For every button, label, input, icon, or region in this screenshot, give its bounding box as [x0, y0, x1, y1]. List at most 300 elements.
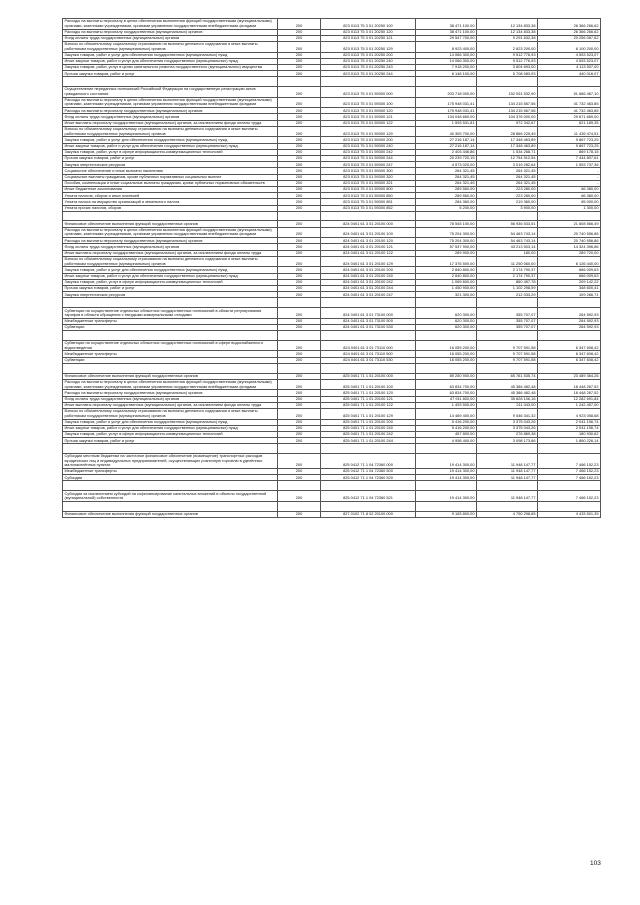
row-code: 200	[278, 256, 321, 267]
row-name: Финансовое обеспечение выполнения функций государственных органов	[63, 221, 278, 227]
row-executed-amount: 45 386 482,48	[477, 379, 538, 390]
section-spacer	[63, 331, 601, 341]
row-code: 200	[278, 120, 321, 126]
row-name: Прочая закупка товаров, работ и услуг	[63, 285, 278, 291]
row-budget-code: 825 0401 71 1 01 20100 122	[321, 402, 416, 408]
row-approved-amount: 4 573 020,00	[416, 162, 477, 168]
row-approved-amount: 40 305 700,00	[416, 126, 477, 137]
spacer-cell	[321, 363, 416, 373]
row-name: Расходы на выплаты персоналу в целях обеспечения выполнения функций государственными (муниципальными) органами, казенными учреждениями, органами управления государственными внебюджетными фондами	[63, 227, 278, 238]
row-name: Прочая закупка товаров, работ и услуг	[63, 71, 278, 77]
spacer-cell	[477, 501, 538, 511]
row-name: Взносы по обязательному социальному страхованию на выплаты денежного содержания и иные выплаты работникам государственных (муниципальных) органов	[63, 41, 278, 52]
spacer-cell	[321, 444, 416, 454]
row-unexecuted-amount: 109 266,71	[538, 292, 601, 298]
spacer-cell	[63, 211, 278, 221]
row-code: 200	[278, 205, 321, 211]
row-unexecuted-amount: 1 860 226,14	[538, 438, 601, 444]
row-code: 200	[278, 64, 321, 70]
spacer-cell	[477, 298, 538, 308]
row-unexecuted-amount: 26 366 266,62	[538, 19, 601, 30]
row-executed-amount: 223 280,00	[477, 186, 538, 192]
spacer-cell	[63, 444, 278, 454]
spacer-cell	[321, 77, 416, 87]
row-code: 200	[278, 318, 321, 324]
row-executed-amount: 54 463 743,14	[477, 238, 538, 244]
row-approved-amount: 78 545 100,00	[416, 221, 477, 227]
row-executed-amount: 35 628 106,16	[477, 396, 538, 402]
row-approved-amount: 5 416 200,00	[416, 419, 477, 425]
row-budget-code: 823 0113 75 3 01 59300 121	[321, 114, 416, 120]
row-approved-amount: 20 239 720,15	[416, 156, 477, 162]
table-row	[63, 256, 601, 267]
spacer-cell	[538, 331, 601, 341]
row-code: 200	[278, 244, 321, 250]
row-approved-amount: 264 321,45	[416, 168, 477, 174]
row-approved-amount: 47 911 800,00	[416, 396, 477, 402]
row-name: Расходы на выплаты персоналу государственных (муниципальных) органов	[63, 390, 278, 396]
spacer-cell	[416, 77, 477, 87]
row-unexecuted-amount: 180 930,62	[538, 431, 601, 437]
row-name: Иные выплаты персоналу государственных (муниципальных) органов, за исключением фонда оплаты труда	[63, 402, 278, 408]
section-spacer	[63, 298, 601, 308]
row-approved-amount: 75 204 300,00	[416, 238, 477, 244]
row-budget-code: 823 0113 75 3 01 20250 129	[321, 41, 416, 52]
row-unexecuted-amount: 2 041 156,74	[538, 425, 601, 431]
row-code: 200	[278, 143, 321, 149]
row-budget-code: 823 0113 75 3 01 59300 247	[321, 162, 416, 168]
spacer-cell	[416, 481, 477, 491]
row-approved-amount: 1 453 500,00	[416, 402, 477, 408]
row-executed-amount: 9 707 591,58	[477, 351, 538, 357]
row-executed-amount: 860 457,78	[477, 279, 538, 285]
row-unexecuted-amount: 26 366 266,62	[538, 29, 601, 35]
spacer-cell	[538, 77, 601, 87]
row-name: Иные выплаты персоналу государственных (муниципальных) органов, за исключением фонда оплаты труда	[63, 250, 278, 256]
row-code: 200	[278, 126, 321, 137]
row-approved-amount: 175 948 031,41	[416, 97, 477, 108]
row-approved-amount: 7 918 200,00	[416, 64, 477, 70]
row-budget-code: 824 0401 61 3 01 20100 100	[321, 227, 416, 238]
row-name: Иные закупки товаров, работ и услуг для обеспечения государственных (муниципальных) нужд	[63, 425, 278, 431]
row-budget-code: 823 0113 75 3 01 20250 100	[321, 19, 416, 30]
row-approved-amount: 38 471 100,00	[416, 19, 477, 30]
row-executed-amount: 2 174 790,37	[477, 267, 538, 273]
spacer-cell	[321, 481, 416, 491]
row-budget-code: 823 0113 75 3 01 20250 240	[321, 58, 416, 64]
row-name: Фонд оплаты труда государственных (муниципальных) органов	[63, 35, 278, 41]
row-executed-amount: 2 823 200,00	[477, 41, 538, 52]
row-code: 200	[278, 87, 321, 98]
row-code: 200	[278, 373, 321, 379]
row-executed-amount: 3 019 282,64	[477, 162, 538, 168]
row-executed-amount: 9 512 776,93	[477, 58, 538, 64]
row-unexecuted-amount: -	[538, 180, 601, 186]
row-budget-code: 823 0113 75 3 01 20250 244	[321, 71, 416, 77]
row-name: Взносы по обязательному социальному страхованию на выплаты денежного содержания и иные выплаты работникам государственных (муниципальных) органов	[63, 256, 278, 267]
row-code: 200	[278, 97, 321, 108]
row-budget-code: 823 0113 75 3 01 59300 240	[321, 143, 416, 149]
row-budget-code: 823 0113 75 3 01 59300 000	[321, 87, 416, 98]
row-approved-amount: 289 560,00	[416, 193, 477, 199]
row-name: Закупка товаров, работ, услуг в сфере информационно-коммуникационных технологий	[63, 431, 278, 437]
spacer-cell	[63, 363, 278, 373]
row-code: 200	[278, 396, 321, 402]
row-unexecuted-amount: 4 433 501,35	[538, 511, 601, 517]
row-executed-amount: 43 213 503,14	[477, 244, 538, 250]
spacer-cell	[538, 211, 601, 221]
table-row	[63, 308, 601, 319]
row-unexecuted-amount: 41 732 463,85	[538, 97, 601, 108]
row-code: 200	[278, 425, 321, 431]
row-unexecuted-amount: 4 553 523,07	[538, 58, 601, 64]
spacer-cell	[321, 501, 416, 511]
row-name: Расходы на выплаты персоналу государственных (муниципальных) органов	[63, 108, 278, 114]
row-budget-code: 824 0401 61 3 01 20100 000	[321, 221, 416, 227]
spacer-cell	[321, 331, 416, 341]
row-unexecuted-amount: 264 592,93	[538, 318, 601, 324]
row-name: Прочая закупка товаров, работ и услуг	[63, 438, 278, 444]
row-budget-code: 824 0401 61 3 01 20100 244	[321, 285, 416, 291]
row-budget-code: 824 0401 61 3 01 73110 500	[321, 351, 416, 357]
row-budget-code: 823 0113 75 3 01 59300 800	[321, 186, 416, 192]
row-unexecuted-amount: 6 126 440,00	[538, 256, 601, 267]
row-name: Субвенции	[63, 324, 278, 330]
row-unexecuted-amount: 7 466 152,23	[538, 454, 601, 469]
row-executed-amount: 28 866 225,49	[477, 126, 538, 137]
row-unexecuted-amount: 869 178,15	[538, 149, 601, 155]
row-executed-amount: 264 321,45	[477, 168, 538, 174]
row-approved-amount: 27 216 187,14	[416, 143, 477, 149]
row-code: 200	[278, 308, 321, 319]
row-approved-amount: 620 300,00	[416, 308, 477, 319]
row-executed-amount: 355 707,07	[477, 324, 538, 330]
row-code: 200	[278, 279, 321, 285]
row-name: Закупка энергетических ресурсов	[63, 162, 278, 168]
row-approved-amount: 284 360,00	[416, 199, 477, 205]
row-code: 200	[278, 156, 321, 162]
spacer-cell	[416, 298, 477, 308]
row-code: 200	[278, 454, 321, 469]
table-row	[63, 19, 601, 30]
row-name: Иные закупки товаров, работ и услуг для обеспечения государственных (муниципальных) нужд	[63, 58, 278, 64]
row-executed-amount: 9 512 776,93	[477, 52, 538, 58]
row-name: Уплата налогов, сборов и иных платежей	[63, 193, 278, 199]
row-approved-amount: 4 958 400,00	[416, 438, 477, 444]
row-unexecuted-amount: 209 142,22	[538, 279, 601, 285]
spacer-cell	[278, 298, 321, 308]
row-name: Субсидии	[63, 475, 278, 481]
row-code: 200	[278, 390, 321, 396]
row-name: Социальные выплаты гражданам, кроме публичных нормативных социальных выплат	[63, 174, 278, 180]
row-name: Закупка товаров, работ и услуг для обеспечения государственных (муниципальных) нужд	[63, 137, 278, 143]
row-executed-amount: 219 360,00	[477, 199, 538, 205]
row-budget-code: 824 0401 61 3 01 20100 247	[321, 292, 416, 298]
row-budget-code: 824 0401 61 3 01 73100 500	[321, 318, 416, 324]
row-executed-amount: 17 348 463,89	[477, 143, 538, 149]
row-unexecuted-amount: 21 608 566,49	[538, 221, 601, 227]
row-budget-code: 827 0102 71 8 02 20100 000	[321, 511, 416, 517]
row-unexecuted-amount: 1 242 457,00	[538, 402, 601, 408]
row-budget-code: 825 0412 71 1 04 72360 000	[321, 454, 416, 469]
row-executed-amount: 355 707,07	[477, 318, 538, 324]
row-executed-amount: 134 215 567,56	[477, 97, 538, 108]
row-budget-code: 823 0113 75 3 01 20250 200	[321, 52, 416, 58]
row-name: Закупка товаров, работ, услуг в сфере информационно-коммуникационных технологий	[63, 279, 278, 285]
row-code: 200	[278, 193, 321, 199]
row-budget-code: 824 0401 61 3 01 73110 000	[321, 340, 416, 351]
spacer-cell	[416, 363, 477, 373]
row-approved-amount: 19 414 300,00	[416, 491, 477, 502]
row-code: 200	[278, 137, 321, 143]
row-executed-amount: 45 386 482,48	[477, 390, 538, 396]
row-unexecuted-amount: 4 553 523,07	[538, 52, 601, 58]
row-unexecuted-amount: 12 282 691,84	[538, 396, 601, 402]
row-unexecuted-amount: 20 740 556,86	[538, 238, 601, 244]
row-unexecuted-amount: 4 113 507,00	[538, 64, 601, 70]
row-name: Социальное обеспечение и иные выплаты населению	[63, 168, 278, 174]
row-unexecuted-amount: 66 380,00	[538, 186, 601, 192]
row-approved-amount: 2 840 800,00	[416, 267, 477, 273]
row-approved-amount: 264 321,45	[416, 180, 477, 186]
row-unexecuted-amount: 6 347 608,42	[538, 340, 601, 351]
row-name: Закупка товаров, работ и услуг для обеспечения государственных (муниципальных) нужд	[63, 419, 278, 425]
spacer-cell	[278, 77, 321, 87]
row-budget-code: 823 0113 75 3 01 59300 120	[321, 108, 416, 114]
row-code: 200	[278, 114, 321, 120]
row-approved-amount: 2 840 800,00	[416, 273, 477, 279]
row-unexecuted-amount: 264 592,93	[538, 324, 601, 330]
row-code: 200	[278, 431, 321, 437]
row-approved-amount: 16 055 200,00	[416, 351, 477, 357]
row-budget-code: 824 0401 61 3 01 73100 000	[321, 308, 416, 319]
row-approved-amount: 17 376 500,00	[416, 256, 477, 267]
row-approved-amount: 1 450 900,00	[416, 285, 477, 291]
row-unexecuted-amount: -	[538, 168, 601, 174]
spacer-cell	[278, 363, 321, 373]
row-code: 200	[278, 357, 321, 363]
row-executed-amount: 212 033,29	[477, 292, 538, 298]
row-approved-amount: 16 055 200,00	[416, 357, 477, 363]
row-code: 200	[278, 285, 321, 291]
spacer-cell	[477, 211, 538, 221]
spacer-cell	[63, 331, 278, 341]
spacer-cell	[416, 211, 477, 221]
row-approved-amount: 6 148 100,00	[416, 71, 477, 77]
spacer-cell	[538, 444, 601, 454]
row-executed-amount: 11 250 060,00	[477, 256, 538, 267]
spacer-cell	[321, 298, 416, 308]
row-budget-code: 823 0113 75 3 01 59300 851	[321, 199, 416, 205]
row-executed-amount: 11 948 147,77	[477, 475, 538, 481]
row-name: Расходы на выплаты персоналу в целях обеспечения выполнения функций государственными (муниципальными) органами, казенными учреждениями, органами управления государственными внебюджетными фондами	[63, 19, 278, 30]
row-code: 200	[278, 340, 321, 351]
row-approved-amount: 19 414 300,00	[416, 454, 477, 469]
row-budget-code: 823 0113 75 3 01 59300 244	[321, 156, 416, 162]
section-spacer	[63, 501, 601, 511]
row-approved-amount: 63 834 700,00	[416, 379, 477, 390]
row-unexecuted-amount: 20 740 556,86	[538, 227, 601, 238]
spacer-cell	[278, 211, 321, 221]
row-budget-code: 825 0401 71 1 01 20100 244	[321, 438, 416, 444]
row-unexecuted-amount: 23 489 364,26	[538, 373, 601, 379]
spacer-cell	[538, 501, 601, 511]
row-code: 200	[278, 19, 321, 30]
row-approved-amount: 620 300,00	[416, 318, 477, 324]
row-code: 200	[278, 221, 321, 227]
row-budget-code: 823 0113 75 3 01 59300 122	[321, 120, 416, 126]
row-code: 200	[278, 180, 321, 186]
row-executed-amount: 134 215 567,56	[477, 108, 538, 114]
row-unexecuted-amount: 51 666 467,10	[538, 87, 601, 98]
row-executed-amount: 11 948 147,77	[477, 454, 538, 469]
row-budget-code: 824 0401 61 3 01 73100 530	[321, 324, 416, 330]
row-code: 200	[278, 469, 321, 475]
section-spacer	[63, 481, 601, 491]
budget-execution-table	[62, 18, 601, 518]
spacer-cell	[477, 444, 538, 454]
row-name: Взносы по обязательному социальному страхованию на выплаты денежного содержания и иные выплаты работникам государственных (муниципальных) органов	[63, 126, 278, 137]
row-code: 200	[278, 52, 321, 58]
spacer-cell	[538, 481, 601, 491]
row-unexecuted-amount: 6 100 200,00	[538, 41, 601, 52]
row-approved-amount: 5 416 200,00	[416, 425, 477, 431]
row-budget-code: 823 0113 75 3 01 59300 200	[321, 137, 416, 143]
spacer-cell	[416, 331, 477, 341]
row-approved-amount: 14 469 400,00	[416, 408, 477, 419]
row-executed-amount: 11 948 147,77	[477, 491, 538, 502]
row-approved-amount: 16 055 200,00	[416, 340, 477, 351]
row-unexecuted-amount: 7 444 807,61	[538, 156, 601, 162]
table-row	[63, 340, 601, 351]
row-executed-amount: 223 280,00	[477, 193, 538, 199]
row-executed-amount: 3 804 693,00	[477, 64, 538, 70]
spacer-cell	[538, 363, 601, 373]
budget-table-body	[63, 19, 601, 518]
table-row	[63, 97, 601, 108]
row-approved-amount: 14 066 300,00	[416, 58, 477, 64]
section-spacer	[63, 444, 601, 454]
row-name: Межбюджетные трансферты	[63, 351, 278, 357]
row-executed-amount: 9 291 632,38	[477, 35, 538, 41]
row-approved-amount: 27 216 187,14	[416, 137, 477, 143]
row-budget-code: 824 0401 61 3 01 20100 122	[321, 250, 416, 256]
row-name: Взносы по обязательному социальному страхованию на выплаты денежного содержания и иные выплаты работникам государственных (муниципальных) органов	[63, 408, 278, 419]
table-row	[63, 408, 601, 419]
row-name: Фонд оплаты труда государственных (муниципальных) органов	[63, 114, 278, 120]
row-name: Субвенции на осуществление отдельных областных государственных полномочий в области регулирования тарифов в области обращения с твердыми коммунальными отходами	[63, 308, 278, 319]
row-approved-amount: 29 547 700,00	[416, 35, 477, 41]
row-approved-amount: 1 593 531,81	[416, 120, 477, 126]
row-unexecuted-amount: 20 256 067,62	[538, 35, 601, 41]
row-budget-code: 823 0113 75 3 01 59300 242	[321, 149, 416, 155]
row-budget-code: 824 0401 61 3 01 20100 121	[321, 244, 416, 250]
row-name: Закупка товаров, работ и услуг для обеспечения государственных (муниципальных) нужд	[63, 267, 278, 273]
row-executed-amount: 11 948 147,77	[477, 469, 538, 475]
budget-sheet	[62, 18, 599, 518]
row-approved-amount: 289 560,00	[416, 186, 477, 192]
row-budget-code: 824 0401 61 3 01 20100 120	[321, 238, 416, 244]
row-code: 200	[278, 511, 321, 517]
spacer-cell	[63, 298, 278, 308]
row-approved-amount: 14 066 300,00	[416, 52, 477, 58]
row-code: 200	[278, 250, 321, 256]
section-spacer	[63, 77, 601, 87]
row-executed-amount: 264 321,45	[477, 174, 538, 180]
row-unexecuted-amount: 9 867 723,25	[538, 143, 601, 149]
row-unexecuted-amount: 4 923 058,68	[538, 408, 601, 419]
row-code: 200	[278, 402, 321, 408]
spacer-cell	[477, 363, 538, 373]
row-name: Пособия, компенсации и иные социальные выплаты гражданам, кроме публичных нормативных обязательств	[63, 180, 278, 186]
row-approved-amount: 289 900,00	[416, 250, 477, 256]
row-executed-amount: 56 936 533,51	[477, 221, 538, 227]
row-name: Расходы на выплаты персоналу государственных (муниципальных) органов	[63, 29, 278, 35]
spacer-cell	[63, 481, 278, 491]
row-unexecuted-amount: 11 439 474,51	[538, 126, 601, 137]
row-name: Уплата налога на имущество организаций и земельного налога	[63, 199, 278, 205]
row-executed-amount: 180,00	[477, 250, 538, 256]
row-budget-code: 825 0412 71 1 04 72360 500	[321, 469, 416, 475]
spacer-cell	[63, 501, 278, 511]
spacer-cell	[538, 298, 601, 308]
row-budget-code: 825 0412 71 1 04 72360 521	[321, 491, 416, 502]
row-executed-amount: 264 321,45	[477, 180, 538, 186]
row-name: Закупка товаров, работ, услуг в целях капитального ремонта государственного (муниципального) имущества	[63, 64, 278, 70]
row-budget-code: 825 0401 71 1 01 20100 121	[321, 396, 416, 402]
row-executed-amount: 9 707 591,58	[477, 340, 538, 351]
row-approved-amount: 19 414 300,00	[416, 475, 477, 481]
row-code: 200	[278, 199, 321, 205]
row-executed-amount: 211 043,00	[477, 402, 538, 408]
row-unexecuted-amount: 666 009,63	[538, 267, 601, 273]
row-approved-amount: 38 471 100,00	[416, 29, 477, 35]
row-executed-amount: 276 869,38	[477, 431, 538, 437]
row-unexecuted-amount: 1 300,00	[538, 205, 601, 211]
table-row	[63, 87, 601, 98]
row-executed-amount: 104 376 000,00	[477, 114, 538, 120]
row-approved-amount: 8 923 400,00	[416, 41, 477, 52]
row-name: Закупка энергетических ресурсов	[63, 292, 278, 298]
row-name: Субвенции на осуществление отдельных областных государственных полномочий в сфере водоснабжения и водоотведения	[63, 340, 278, 351]
row-budget-code: 824 0401 61 3 01 20100 240	[321, 273, 416, 279]
row-budget-code: 825 0401 71 1 01 20100 129	[321, 408, 416, 419]
row-name: Межбюджетные трансферты	[63, 318, 278, 324]
table-row	[63, 511, 601, 517]
row-budget-code: 823 0113 75 3 01 59300 850	[321, 193, 416, 199]
row-executed-amount: 4 750 298,65	[477, 511, 538, 517]
row-approved-amount: 620 300,00	[416, 324, 477, 330]
row-code: 200	[278, 29, 321, 35]
row-budget-code: 823 0113 75 3 01 59300 300	[321, 168, 416, 174]
spacer-cell	[278, 444, 321, 454]
row-approved-amount: 203 718 000,00	[416, 87, 477, 98]
row-executed-amount: 9 546 341,32	[477, 408, 538, 419]
row-executed-amount: 3 375 043,26	[477, 425, 538, 431]
row-approved-amount: 63 834 700,00	[416, 390, 477, 396]
row-unexecuted-amount: 29 671 669,00	[538, 114, 601, 120]
row-executed-amount: 2 174 790,37	[477, 273, 538, 279]
spacer-cell	[321, 211, 416, 221]
row-executed-amount: 972 342,67	[477, 120, 538, 126]
row-executed-amount: 1 102 298,59	[477, 285, 538, 291]
row-approved-amount: 1 069 600,00	[416, 279, 477, 285]
row-name: Субвенции	[63, 357, 278, 363]
row-code: 200	[278, 292, 321, 298]
row-budget-code: 825 0412 71 1 04 72360 520	[321, 475, 416, 481]
row-unexecuted-amount: 264 592,93	[538, 308, 601, 319]
row-approved-amount: 175 948 031,41	[416, 108, 477, 114]
